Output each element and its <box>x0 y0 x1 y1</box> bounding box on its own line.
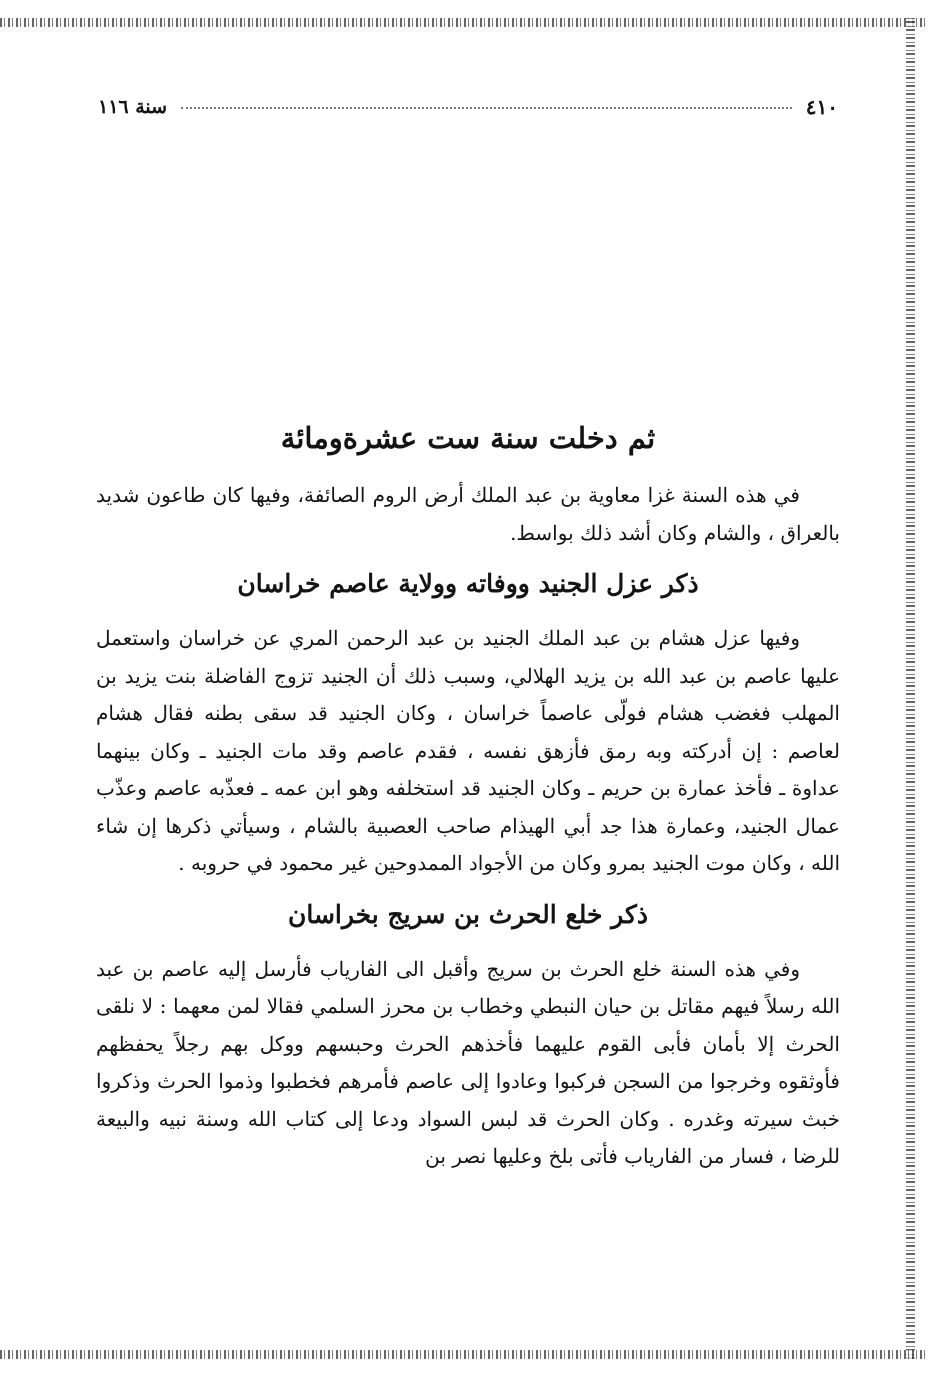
header-dotted-leader <box>181 106 792 109</box>
page-border-top <box>0 18 925 27</box>
section-title-year: ثم دخلت سنة ست عشرةومائة <box>280 421 656 455</box>
paragraph-harith: وفي هذه السنة خلع الحرث بن سريج وأقبل الى الفارياب فأرسل إليه عاصم بن عبد الله رسلاً فيهم مقاتل بن حيان النبطي وخطاب بن محرز السلمي فقالا لمن معهما : لا نلقى الحرث إلا بأمان فأبى القوم عليهما فأخذهم الحرث وحبسهم ووكل بهم رجلاً يحفظهم فأوثقوه وخرجوا من السجن فركبوا وعادوا إلى عاصم فأمرهم فخطبوا وذموا الحرث وذكروا خبث سيرته وغدره . وكان الحرث قد لبس السواد ودعا إلى كتاب الله وسنة نبيه والبيعة للرضا ، فسار من الفارياب فأتى بلخ وعليها نصر بن <box>96 956 840 1168</box>
section-title-junaid: ذكر عزل الجنيد ووفاته وولاية عاصم خراسان <box>237 569 699 598</box>
page-number: ٤١٠ <box>805 95 838 119</box>
paragraph-junaid: وفيها عزل هشام بن عبد الملك الجنيد بن عبد الرحمن المري عن خراسان واستعمل عليها عاصم بن عبد الله بن يزيد الهلالي، وسبب ذلك أن الجنيد تزوج الفاضلة بنت يزيد بن المهلب فغضب هشام فولّى عاصماً خراسان ، وكان الجنيد قد سقى بطنه فقال هشام لعاصم : إن أدركته وبه رمق فأزهق نفسه ، فقدم عاصم وقد مات الجنيد ـ وكان بينهما عداوة ـ فأخذ عمارة بن حريم ـ وكان الجنيد قد استخلفه وهو ابن عمه ـ فعذّبه عاصم وعذّب عمال الجنيد، وعمارة هذا جد أبي الهيذام صاحب العصبية بالشام ، وسيأتي ذكرها إن شاء الله ، وكان موت الجنيد بمرو وكان من الأجواد الممدوحين غير محمود في حروبه . <box>96 626 840 875</box>
page-border-bottom <box>0 1350 925 1359</box>
page-border-right <box>906 18 915 1359</box>
section-title-harith: ذكر خلع الحرث بن سريج بخراسان <box>288 899 648 929</box>
page-body <box>96 415 840 1176</box>
paragraph-year-summary: في هذه السنة غزا معاوية بن عبد الملك أرض الروم الصائفة، وفيها كان طاعون شديد بالعراق ، والشام وكان أشد ذلك بواسط. <box>96 483 840 545</box>
page-header <box>98 92 838 122</box>
running-title: سنة ١١٦ <box>98 96 168 118</box>
